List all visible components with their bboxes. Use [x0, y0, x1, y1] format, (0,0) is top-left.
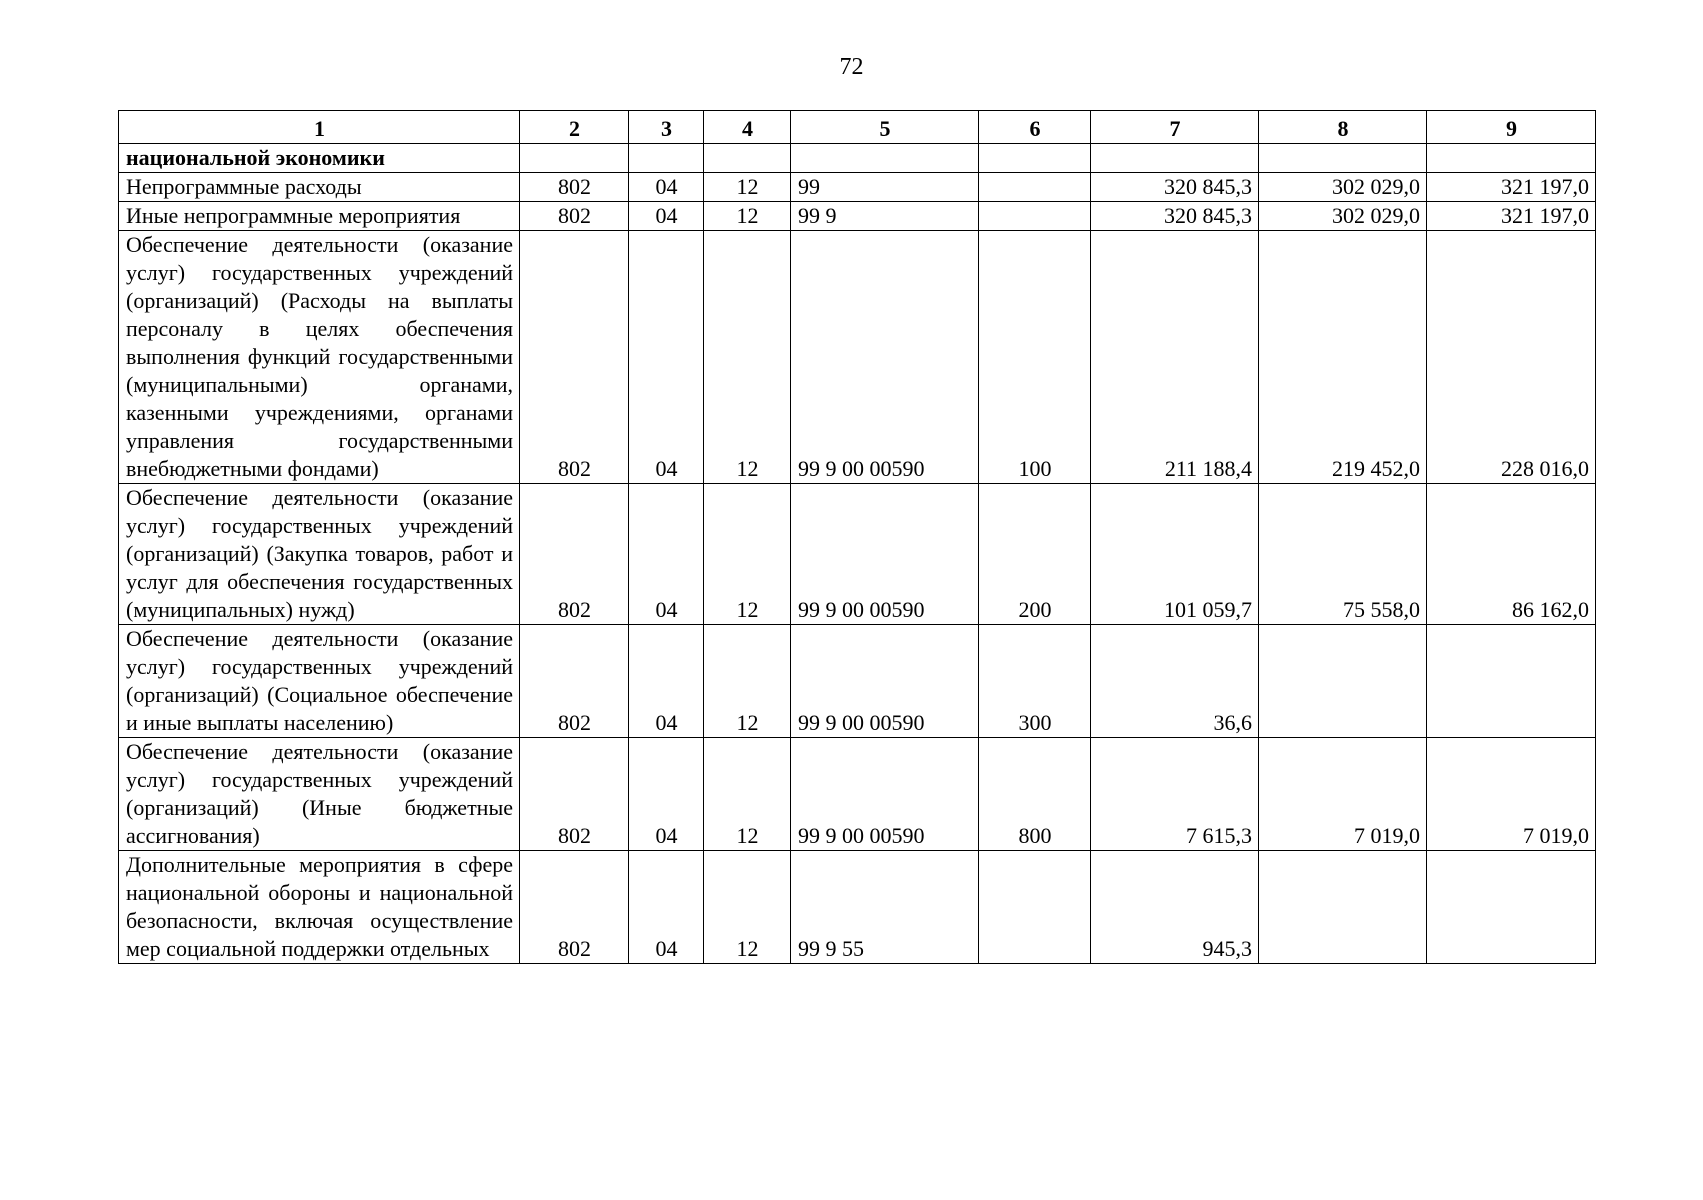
cell-col6: 100	[979, 231, 1091, 484]
cell-col9	[1427, 851, 1596, 964]
row-description: Обеспечение деятельности (оказание услуг) государственных учреждений (организаций) (Закупка товаров, работ и услуг для обеспечения государственных (муниципальных) нужд)	[119, 484, 520, 625]
cell-col4: 12	[704, 484, 791, 625]
cell-col9	[1427, 625, 1596, 738]
cell-col5	[791, 144, 979, 173]
cell-col4: 12	[704, 851, 791, 964]
cell-col9: 321 197,0	[1427, 173, 1596, 202]
cell-col8	[1259, 144, 1427, 173]
cell-col4: 12	[704, 738, 791, 851]
cell-col9: 86 162,0	[1427, 484, 1596, 625]
cell-col5: 99 9 00 00590	[791, 738, 979, 851]
table-row	[119, 738, 1596, 851]
cell-col2: 802	[520, 738, 629, 851]
cell-col3: 04	[629, 625, 704, 738]
cell-col9: 321 197,0	[1427, 202, 1596, 231]
table-row	[119, 231, 1596, 484]
table-row	[119, 202, 1596, 231]
header-cell: 3	[629, 111, 704, 144]
cell-col4	[704, 144, 791, 173]
cell-col6: 300	[979, 625, 1091, 738]
table-row	[119, 625, 1596, 738]
header-cell: 4	[704, 111, 791, 144]
cell-col9: 228 016,0	[1427, 231, 1596, 484]
cell-col8: 219 452,0	[1259, 231, 1427, 484]
row-description: национальной экономики	[119, 144, 520, 173]
table-row	[119, 144, 1596, 173]
header-cell: 1	[119, 111, 520, 144]
cell-col6	[979, 173, 1091, 202]
cell-col8	[1259, 851, 1427, 964]
cell-col6	[979, 144, 1091, 173]
cell-col9	[1427, 144, 1596, 173]
row-description: Обеспечение деятельности (оказание услуг) государственных учреждений (организаций) (Социальное обеспечение и иные выплаты населению)	[119, 625, 520, 738]
cell-col2: 802	[520, 484, 629, 625]
cell-col8	[1259, 625, 1427, 738]
row-description: Обеспечение деятельности (оказание услуг) государственных учреждений (организаций) (Иные бюджетные ассигнования)	[119, 738, 520, 851]
cell-col3: 04	[629, 202, 704, 231]
row-description: Иные непрограммные мероприятия	[119, 202, 520, 231]
cell-col7: 945,3	[1091, 851, 1259, 964]
cell-col3: 04	[629, 173, 704, 202]
cell-col2: 802	[520, 173, 629, 202]
cell-col3: 04	[629, 484, 704, 625]
cell-col2: 802	[520, 625, 629, 738]
cell-col4: 12	[704, 173, 791, 202]
cell-col5: 99 9 00 00590	[791, 625, 979, 738]
header-row	[119, 111, 1596, 144]
header-cell: 8	[1259, 111, 1427, 144]
cell-col7	[1091, 144, 1259, 173]
cell-col9: 7 019,0	[1427, 738, 1596, 851]
header-cell: 5	[791, 111, 979, 144]
cell-col5: 99	[791, 173, 979, 202]
cell-col5: 99 9 00 00590	[791, 231, 979, 484]
page-number: 72	[839, 54, 864, 80]
cell-col3: 04	[629, 231, 704, 484]
header-cell: 2	[520, 111, 629, 144]
cell-col2: 802	[520, 851, 629, 964]
cell-col8: 302 029,0	[1259, 202, 1427, 231]
row-description: Непрограммные расходы	[119, 173, 520, 202]
cell-col3	[629, 144, 704, 173]
cell-col8: 302 029,0	[1259, 173, 1427, 202]
row-description: Обеспечение деятельности (оказание услуг) государственных учреждений (организаций) (Расходы на выплаты персоналу в целях обеспечения выполнения функций государственными (муниципальными) органами, казенными учреждениями, органами управления государственными внебюджетными фондами)	[119, 231, 520, 484]
cell-col7: 211 188,4	[1091, 231, 1259, 484]
cell-col8: 7 019,0	[1259, 738, 1427, 851]
header-cell: 7	[1091, 111, 1259, 144]
table-row	[119, 484, 1596, 625]
cell-col5: 99 9	[791, 202, 979, 231]
cell-col4: 12	[704, 231, 791, 484]
cell-col7: 36,6	[1091, 625, 1259, 738]
row-description: Дополнительные мероприятия в сфере национальной обороны и национальной безопасности, включая осуществление мер социальной поддержки отдельных	[119, 851, 520, 964]
cell-col3: 04	[629, 851, 704, 964]
cell-col6	[979, 851, 1091, 964]
cell-col5: 99 9 00 00590	[791, 484, 979, 625]
table-row	[119, 173, 1596, 202]
cell-col2: 802	[520, 202, 629, 231]
cell-col7: 7 615,3	[1091, 738, 1259, 851]
table-row	[119, 851, 1596, 964]
cell-col6	[979, 202, 1091, 231]
header-cell: 6	[979, 111, 1091, 144]
cell-col2: 802	[520, 231, 629, 484]
cell-col5: 99 9 55	[791, 851, 979, 964]
cell-col8: 75 558,0	[1259, 484, 1427, 625]
cell-col6: 200	[979, 484, 1091, 625]
cell-col7: 320 845,3	[1091, 202, 1259, 231]
cell-col6: 800	[979, 738, 1091, 851]
cell-col7: 320 845,3	[1091, 173, 1259, 202]
cell-col3: 04	[629, 738, 704, 851]
cell-col4: 12	[704, 625, 791, 738]
cell-col7: 101 059,7	[1091, 484, 1259, 625]
cell-col2	[520, 144, 629, 173]
cell-col4: 12	[704, 202, 791, 231]
budget-table	[118, 110, 1596, 964]
header-cell: 9	[1427, 111, 1596, 144]
